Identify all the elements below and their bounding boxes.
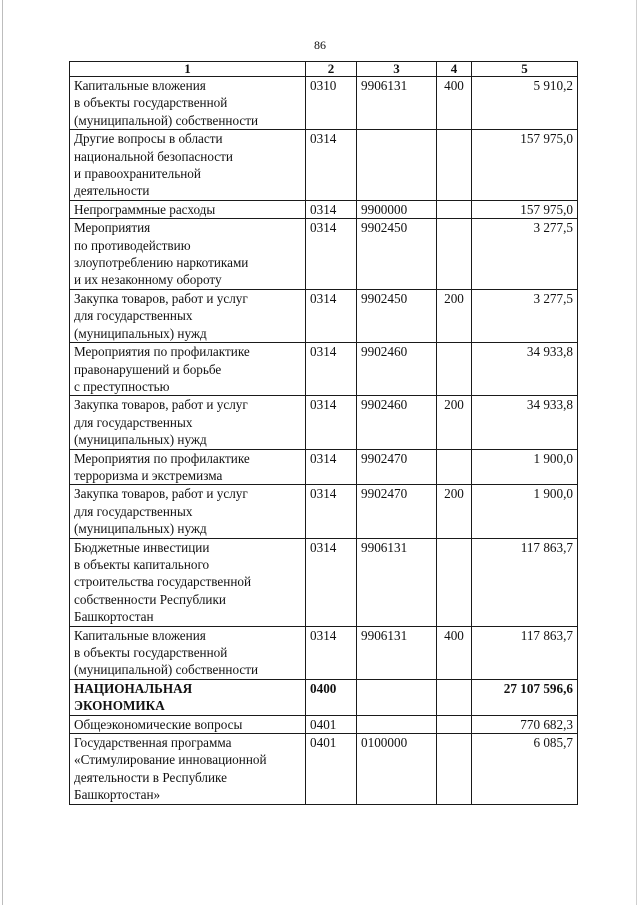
row-name-line: и правоохранительной	[74, 166, 201, 182]
row-section-cell: 0310	[306, 77, 357, 130]
header-col-type: 4	[437, 62, 472, 77]
row-name-cell	[70, 130, 306, 201]
row-name-cell	[70, 626, 306, 679]
row-name-line: Другие вопросы в области	[74, 131, 223, 147]
row-target-cell: 9902450	[357, 219, 437, 290]
row-name-cell	[70, 289, 306, 342]
row-name-cell	[70, 734, 306, 805]
row-name-line: Общеэкономические вопросы	[74, 716, 243, 732]
row-amount-cell: 117 863,7	[472, 538, 578, 626]
table-row	[70, 77, 578, 130]
row-name-line: с преступностью	[74, 378, 170, 394]
table-row	[70, 626, 578, 679]
row-section-cell: 0314	[306, 449, 357, 485]
row-target-cell: 9902460	[357, 396, 437, 449]
row-name-line: (муниципальных) нужд	[74, 325, 207, 341]
row-target-cell: 0100000	[357, 734, 437, 805]
row-amount-cell: 157 975,0	[472, 200, 578, 218]
table-row	[70, 715, 578, 733]
row-name-line: Мероприятия по профилактике	[74, 450, 250, 466]
row-type-cell	[437, 538, 472, 626]
table-row	[70, 343, 578, 396]
row-name-line: деятельности	[74, 183, 150, 199]
table-row	[70, 485, 578, 538]
row-section-cell: 0314	[306, 219, 357, 290]
row-name-line: в объекты капитального	[74, 556, 210, 572]
row-name-line: (муниципальной) собственности	[74, 112, 259, 128]
row-amount-cell: 34 933,8	[472, 396, 578, 449]
row-name-line: Закупка товаров, работ и услуг	[74, 290, 248, 306]
page-number: 86	[314, 38, 326, 52]
row-name-cell	[70, 343, 306, 396]
row-name-line: Государственная программа	[74, 735, 232, 751]
row-name-line: Мероприятия	[74, 220, 151, 236]
row-name-line: Капитальные вложения	[74, 78, 206, 93]
row-type-cell	[437, 715, 472, 733]
row-name-line: строительства государственной	[74, 574, 252, 590]
table-row	[70, 396, 578, 449]
row-name-line: в объекты государственной	[74, 645, 228, 660]
row-amount-cell: 6 085,7	[472, 734, 578, 805]
row-target-cell: 9900000	[357, 200, 437, 218]
row-name-cell	[70, 77, 306, 130]
row-type-cell: 200	[437, 289, 472, 342]
table-row	[70, 289, 578, 342]
row-name-cell	[70, 485, 306, 538]
row-name-line: для государственных	[74, 308, 193, 324]
row-name-line: терроризма и экстремизма	[74, 467, 223, 483]
row-name-line: (муниципальной) собственности	[74, 662, 259, 678]
row-section-cell: 0314	[306, 200, 357, 218]
row-name-line: «Стимулирование инновационной	[74, 752, 267, 768]
row-name-cell	[70, 538, 306, 626]
row-target-cell: 9902450	[357, 289, 437, 342]
row-name-line: для государственных	[74, 414, 193, 430]
table-header	[70, 62, 578, 77]
row-name-line: НАЦИОНАЛЬНАЯ	[74, 680, 193, 696]
header-col-target: 3	[357, 62, 437, 77]
row-name-line: для государственных	[74, 503, 193, 519]
table-row	[70, 130, 578, 201]
header-col-amount: 5	[472, 62, 578, 77]
row-amount-cell: 5 910,2	[472, 77, 578, 130]
row-section-cell: 0314	[306, 289, 357, 342]
row-type-cell	[437, 219, 472, 290]
row-section-cell: 0314	[306, 130, 357, 201]
row-target-cell: 9902470	[357, 485, 437, 538]
row-name-cell	[70, 679, 306, 715]
row-name-line: национальной безопасности	[74, 148, 233, 164]
row-target-cell: 9906131	[357, 77, 437, 130]
row-section-cell: 0314	[306, 626, 357, 679]
table-row	[70, 219, 578, 290]
row-amount-cell: 1 900,0	[472, 449, 578, 485]
row-name-line: Закупка товаров, работ и услуг	[74, 486, 248, 502]
row-name-line: Башкортостан	[74, 609, 154, 625]
header-col-name: 1	[70, 62, 306, 77]
row-name-cell	[70, 449, 306, 485]
row-type-cell: 400	[437, 626, 472, 679]
row-type-cell	[437, 130, 472, 201]
table-row	[70, 200, 578, 218]
scan-edge-left	[2, 0, 3, 905]
row-type-cell	[437, 200, 472, 218]
row-name-line: Непрограммные расходы	[74, 201, 216, 217]
row-section-cell: 0314	[306, 538, 357, 626]
row-section-cell: 0314	[306, 485, 357, 538]
row-amount-cell: 117 863,7	[472, 626, 578, 679]
row-type-cell	[437, 679, 472, 715]
row-target-cell	[357, 130, 437, 201]
row-type-cell	[437, 449, 472, 485]
row-target-cell: 9902460	[357, 343, 437, 396]
row-name-line: Закупка товаров, работ и услуг	[74, 397, 248, 413]
row-amount-cell: 157 975,0	[472, 130, 578, 201]
row-target-cell: 9906131	[357, 626, 437, 679]
table-row	[70, 679, 578, 715]
row-name-line: правонарушений и борьбе	[74, 361, 222, 377]
row-target-cell	[357, 715, 437, 733]
row-name-line: по противодействию	[74, 237, 191, 253]
row-section-cell: 0401	[306, 734, 357, 805]
row-name-cell	[70, 200, 306, 218]
row-section-cell: 0401	[306, 715, 357, 733]
row-name-line: в объекты государственной	[74, 95, 228, 111]
row-name-line: Мероприятия по профилактике	[74, 344, 250, 360]
row-amount-cell: 1 900,0	[472, 485, 578, 538]
row-section-cell: 0314	[306, 343, 357, 396]
row-target-cell: 9906131	[357, 538, 437, 626]
row-type-cell	[437, 343, 472, 396]
table-body	[70, 77, 578, 805]
row-name-line: и их незаконному обороту	[74, 272, 222, 288]
row-type-cell	[437, 734, 472, 805]
row-name-line: злоупотреблению наркотиками	[74, 255, 249, 271]
row-name-cell	[70, 219, 306, 290]
row-amount-cell: 34 933,8	[472, 343, 578, 396]
table-row	[70, 449, 578, 485]
row-name-line: (муниципальных) нужд	[74, 432, 207, 448]
row-name-cell	[70, 396, 306, 449]
row-section-cell: 0314	[306, 396, 357, 449]
row-type-cell: 200	[437, 396, 472, 449]
row-amount-cell: 27 107 596,6	[472, 679, 578, 715]
row-target-cell	[357, 679, 437, 715]
row-type-cell: 400	[437, 77, 472, 130]
header-col-section: 2	[306, 62, 357, 77]
budget-table	[69, 61, 578, 805]
row-amount-cell: 3 277,5	[472, 289, 578, 342]
scan-edge-right	[636, 0, 637, 905]
table-row	[70, 734, 578, 805]
row-name-line: собственности Республики	[74, 591, 226, 607]
row-target-cell: 9902470	[357, 449, 437, 485]
row-name-line: Башкортостан»	[74, 787, 161, 803]
row-amount-cell: 770 682,3	[472, 715, 578, 733]
row-name-line: Бюджетные инвестиции	[74, 539, 210, 555]
row-name-line: деятельности в Республике	[74, 769, 227, 785]
header-row	[70, 62, 578, 77]
row-amount-cell: 3 277,5	[472, 219, 578, 290]
row-type-cell: 200	[437, 485, 472, 538]
table-row	[70, 538, 578, 626]
row-name-line: Капитальные вложения	[74, 627, 206, 643]
row-name-line: (муниципальных) нужд	[74, 521, 207, 537]
row-name-cell	[70, 715, 306, 733]
row-name-line: ЭКОНОМИКА	[74, 698, 165, 714]
row-section-cell: 0400	[306, 679, 357, 715]
